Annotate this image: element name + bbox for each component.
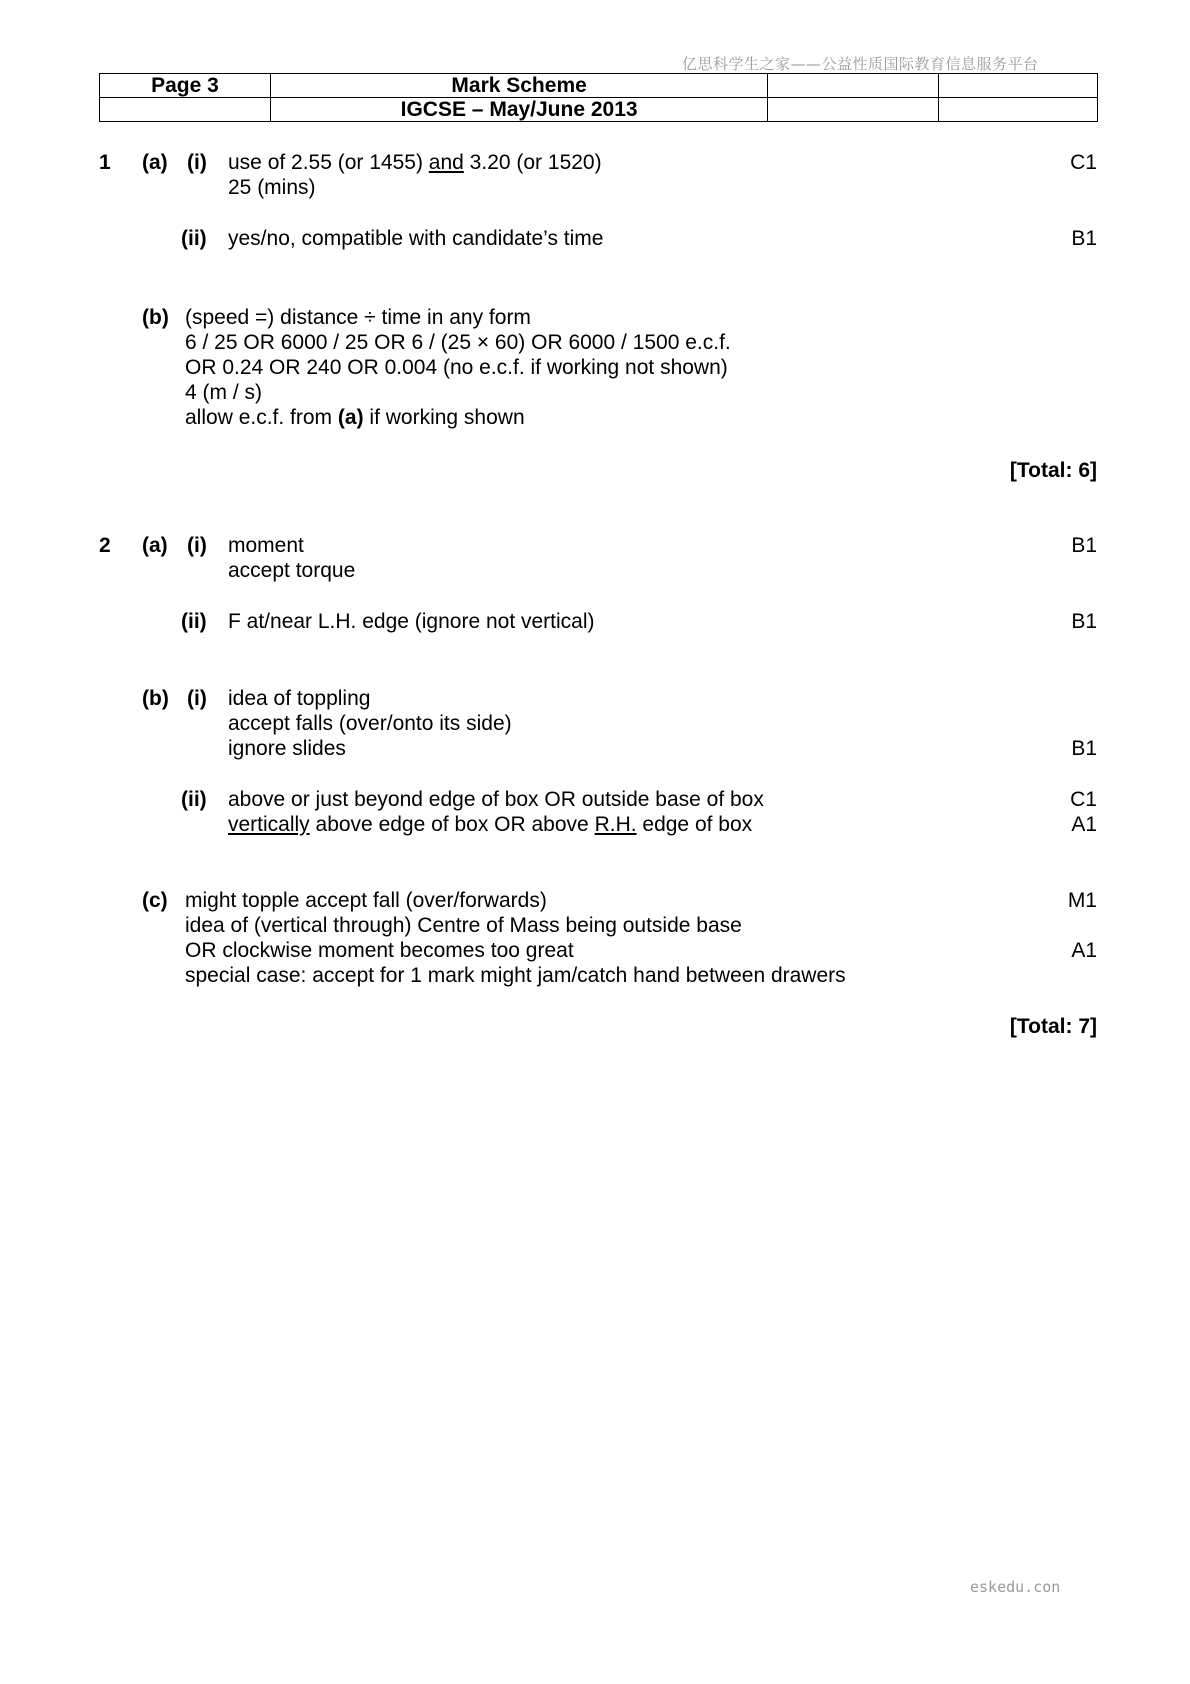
answer-line: accept torque xyxy=(228,559,356,582)
underlined-text: vertically xyxy=(228,813,310,836)
answer-text xyxy=(228,787,764,837)
answer-text xyxy=(228,533,355,583)
answer-line: (speed =) distance ÷ time in any form xyxy=(185,306,531,329)
answer-text-segment: if working shown xyxy=(363,406,525,429)
underlined-text: R.H. xyxy=(594,813,637,836)
answer-line: OR clockwise moment becomes too great xyxy=(185,939,574,962)
mark-code: B1 xyxy=(1071,534,1097,557)
mark-code: B1 xyxy=(1071,610,1097,633)
header-syllabus: IGCSE – May/June 2013 xyxy=(270,98,768,122)
total-marks: [Total: 7] xyxy=(1009,1015,1097,1038)
question-number: 2 xyxy=(99,534,111,557)
mark-code: A1 xyxy=(1071,813,1097,836)
subpart-label: (i) xyxy=(187,151,207,174)
answer-line: 4 (m / s) xyxy=(185,381,262,404)
part-label: (a) xyxy=(142,151,168,174)
header-empty-cell xyxy=(939,74,1098,98)
part-label: (c) xyxy=(142,889,168,912)
watermark-bottom: eskedu.con xyxy=(970,1578,1061,1596)
answer-line: ignore slides xyxy=(228,737,346,760)
answer-line: 6 / 25 OR 6000 / 25 OR 6 / (25 × 60) OR 6000 / 1500 e.c.f. xyxy=(185,331,731,354)
answer-text-segment: 3.20 (or 1520) xyxy=(463,151,602,174)
answer-text-segment: use of 2.55 (or 1455) xyxy=(228,151,429,174)
header-empty-cell xyxy=(100,98,271,122)
subpart-label: (ii) xyxy=(181,227,207,250)
watermark-top: 亿思科学生之家——公益性质国际教育信息服务平台 xyxy=(682,55,1039,73)
answer-line: moment xyxy=(228,534,304,557)
bold-reference: (a) xyxy=(337,406,364,429)
total-marks: [Total: 6] xyxy=(1009,459,1097,482)
part-label: (b) xyxy=(142,306,169,329)
answer-text-segment: above edge of box OR above xyxy=(309,813,595,836)
answer-text: yes/no, compatible with candidate’s time xyxy=(228,227,604,250)
subpart-label: (i) xyxy=(187,687,207,710)
header-empty-cell xyxy=(939,98,1098,122)
answer-text: F at/near L.H. edge (ignore not vertical) xyxy=(228,610,595,633)
answer-line: OR 0.24 OR 240 OR 0.004 (no e.c.f. if working not shown) xyxy=(185,356,728,379)
answer-line: might topple accept fall (over/forwards) xyxy=(185,889,547,912)
answer-line: 25 (mins) xyxy=(228,176,316,199)
mark-code: B1 xyxy=(1071,227,1097,250)
answer-line: above or just beyond edge of box OR outside base of box xyxy=(228,788,764,811)
mark-code: C1 xyxy=(1070,151,1097,174)
answer-text xyxy=(185,888,846,988)
header-mark-scheme: Mark Scheme xyxy=(270,74,768,98)
subpart-label: (ii) xyxy=(181,788,207,811)
mark-code: M1 xyxy=(1067,889,1097,912)
mark-code: B1 xyxy=(1071,737,1097,760)
header-empty-cell xyxy=(768,98,939,122)
mark-code: C1 xyxy=(1070,788,1097,811)
answer-text xyxy=(228,150,602,200)
question-number: 1 xyxy=(99,151,111,174)
header-empty-cell xyxy=(768,74,939,98)
subpart-label: (ii) xyxy=(181,610,207,633)
underlined-text: and xyxy=(428,151,464,174)
subpart-label: (i) xyxy=(187,534,207,557)
part-label: (b) xyxy=(142,687,169,710)
answer-text xyxy=(228,686,512,761)
header-table xyxy=(99,73,1098,122)
answer-line: accept falls (over/onto its side) xyxy=(228,712,512,735)
part-label: (a) xyxy=(142,534,168,557)
answer-text-segment: allow e.c.f. from xyxy=(185,406,338,429)
answer-line: idea of toppling xyxy=(228,687,371,710)
header-page: Page 3 xyxy=(100,74,271,98)
answer-text-segment: edge of box xyxy=(636,813,753,836)
answer-line: special case: accept for 1 mark might jam/catch hand between drawers xyxy=(185,964,846,987)
answer-text xyxy=(185,305,731,430)
mark-code: A1 xyxy=(1071,939,1097,962)
answer-line: idea of (vertical through) Centre of Mass being outside base xyxy=(185,914,742,937)
